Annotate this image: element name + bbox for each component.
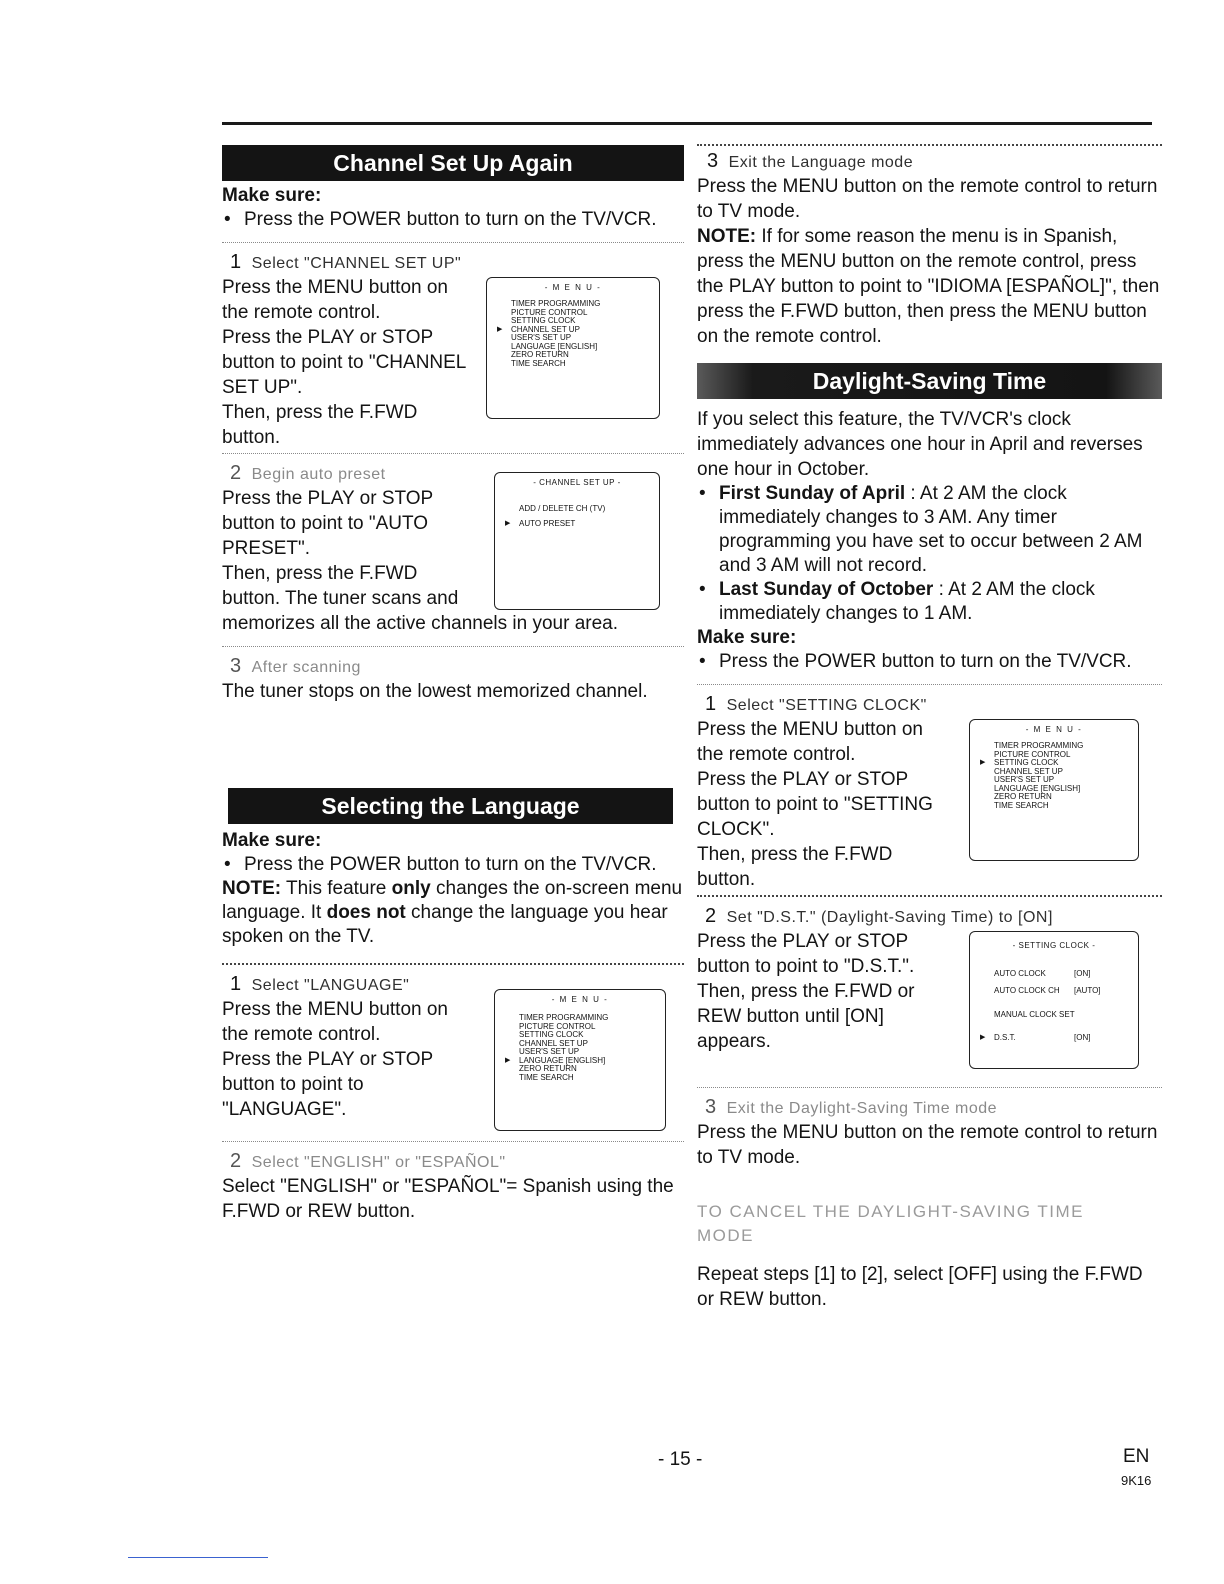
language-step3-label: 3 Exit the Language mode	[707, 150, 914, 172]
channel-step1-text: Press the MENU button on the remote control. Press the PLAY or STOP button to point to "CHANNEL SET UP". Then, press the F.FWD button.	[222, 277, 467, 448]
dst-intro: If you select this feature, the TV/VCR's clock immediately advances one hour in April and reverses one hour in October.	[697, 409, 1143, 480]
divider	[222, 1141, 684, 1142]
dst-step2-text: Press the PLAY or STOP button to point to "D.S.T.". Then, press the F.FWD or REW button until [ON] appears.	[697, 931, 915, 1052]
dst-cancel-text: Repeat steps [1] to [2], select [OFF] using the F.FWD or REW button.	[697, 1264, 1143, 1310]
language-make-sure-label: Make sure:	[222, 830, 322, 851]
language-code: EN	[1123, 1446, 1150, 1467]
page-number: - 15 -	[658, 1449, 703, 1470]
dst-step2-label: 2 Set "D.S.T." (Daylight-Saving Time) to [ON]	[705, 905, 1053, 927]
language-step1	[222, 997, 684, 1131]
divider	[697, 1087, 1162, 1088]
dst-heading: Daylight-Saving Time	[697, 363, 1162, 399]
menu-screen-box: - M E N U - TIMER PROGRAMMING PICTURE CONTROL SETTING CLOCK CHANNEL SET UP USER'S SET UP ▶ LANGUAGE [ENGLISH] ZERO RETURN TIME SEARCH	[494, 989, 666, 1131]
channel-step3-label: 3 After scanning	[230, 655, 361, 677]
dst-step3-text: Press the MENU button on the remote control to return to TV mode.	[697, 1122, 1158, 1168]
selected-menu-item: ▶ AUTO PRESET	[501, 516, 653, 531]
dst-step1-label: 1 Select "SETTING CLOCK"	[705, 693, 927, 715]
channel-make-sure-label: Make sure:	[222, 185, 322, 206]
channel-step2-last-line: memorizes all the active channels in your area.	[222, 613, 619, 634]
setting-clock-screen-box: - SETTING CLOCK - AUTO CLOCK [ON] AUTO CLOCK CH [AUTO] MANUAL CLOCK SET ▶ D.S.T. [ON]	[969, 931, 1139, 1069]
language-step3-note: NOTE: If for some reason the menu is in Spanish, press the MENU button on the remote control, press the PLAY button to point to "IDIOMA [ESPAÑOL]", then press the F.FWD button, then press the MENU button on the remote control.	[697, 226, 1160, 347]
menu-screen-box: - M E N U - TIMER PROGRAMMING PICTURE CONTROL ▶ SETTING CLOCK CHANNEL SET UP USER'S SET UP LANGUAGE [ENGLISH] ZERO RETURN TIME SEARCH	[969, 719, 1139, 861]
dst-step3-label: 3 Exit the Daylight-Saving Time mode	[705, 1096, 998, 1118]
left-column	[222, 130, 684, 1224]
channel-step2-text: Press the PLAY or STOP button to point to "AUTO PRESET". Then, press the F.FWD button. The tuner scans and	[222, 488, 459, 609]
selected-menu-item: ▶ D.S.T. [ON]	[976, 1032, 1132, 1044]
language-heading: Selecting the Language	[228, 788, 673, 824]
channel-make-sure-item: • Press the POWER button to turn on the TV/VCR.	[224, 209, 657, 230]
blue-rule	[128, 1557, 268, 1558]
selected-menu-item: ▶ LANGUAGE [ENGLISH]	[501, 1057, 659, 1066]
divider	[697, 895, 1162, 897]
dst-make-sure-label: Make sure:	[697, 627, 797, 648]
top-rule	[222, 122, 1152, 125]
menu-screen-box: - M E N U - TIMER PROGRAMMING PICTURE CONTROL SETTING CLOCK ▶ CHANNEL SET UP USER'S SET UP LANGUAGE [ENGLISH] ZERO RETURN TIME SEARCH	[486, 277, 660, 419]
right-column	[697, 130, 1162, 1312]
channel-step2-label: 2 Begin auto preset	[230, 462, 386, 484]
channel-step3-text: The tuner stops on the lowest memorized channel.	[222, 681, 648, 702]
dst-april-item: • First Sunday of April : At 2 AM the clock immediately changes to 3 AM. Any timer programming you have set to occur between 2 AM and 3 AM will not record.	[699, 483, 1143, 576]
divider	[697, 684, 1162, 685]
dst-step1	[697, 717, 1162, 891]
channel-step1	[222, 275, 684, 447]
dst-make-sure-item: • Press the POWER button to turn on the TV/VCR.	[699, 651, 1132, 672]
channel-step1-label: 1 Select "CHANNEL SET UP"	[230, 251, 462, 273]
language-step3-text: Press the MENU button on the remote control to return to TV mode.	[697, 176, 1158, 222]
model-code: 9K16	[1121, 1473, 1152, 1488]
divider	[222, 242, 684, 243]
selected-menu-item: ▶ CHANNEL SET UP	[493, 326, 653, 335]
divider	[697, 144, 1162, 146]
selected-menu-item: ▶ SETTING CLOCK	[976, 759, 1132, 768]
dst-step2	[697, 929, 1162, 1077]
channel-step2	[222, 478, 684, 611]
channel-setup-screen-box: - CHANNEL SET UP - ADD / DELETE CH (TV) ▶ AUTO PRESET	[494, 472, 660, 610]
language-step1-text: Press the MENU button on the remote control. Press the PLAY or STOP button to point to "LANGUAGE".	[222, 999, 448, 1120]
dst-step1-text: Press the MENU button on the remote control. Press the PLAY or STOP button to point to "SETTING CLOCK". Then, press the F.FWD button.	[697, 719, 933, 890]
language-step1-label: 1 Select "LANGUAGE"	[230, 973, 410, 995]
channel-setup-heading: Channel Set Up Again	[222, 145, 684, 181]
divider	[222, 646, 684, 647]
dst-october-item: • Last Sunday of October : At 2 AM the clock immediately changes to 1 AM.	[699, 579, 1095, 624]
language-note: NOTE: This feature only changes the on-screen menu language. It does not change the language you hear spoken on the TV.	[222, 878, 683, 947]
language-step2-label: 2 Select "ENGLISH" or "ESPAÑOL"	[230, 1150, 506, 1172]
divider	[222, 453, 684, 454]
dst-cancel-heading: TO CANCEL THE DAYLIGHT-SAVING TIME MODE	[697, 1202, 1084, 1245]
language-make-sure-item: • Press the POWER button to turn on the TV/VCR.	[224, 854, 657, 875]
language-step2-text: Select "ENGLISH" or "ESPAÑOL"= Spanish using the F.FWD or REW button.	[222, 1176, 674, 1222]
divider	[222, 963, 684, 965]
